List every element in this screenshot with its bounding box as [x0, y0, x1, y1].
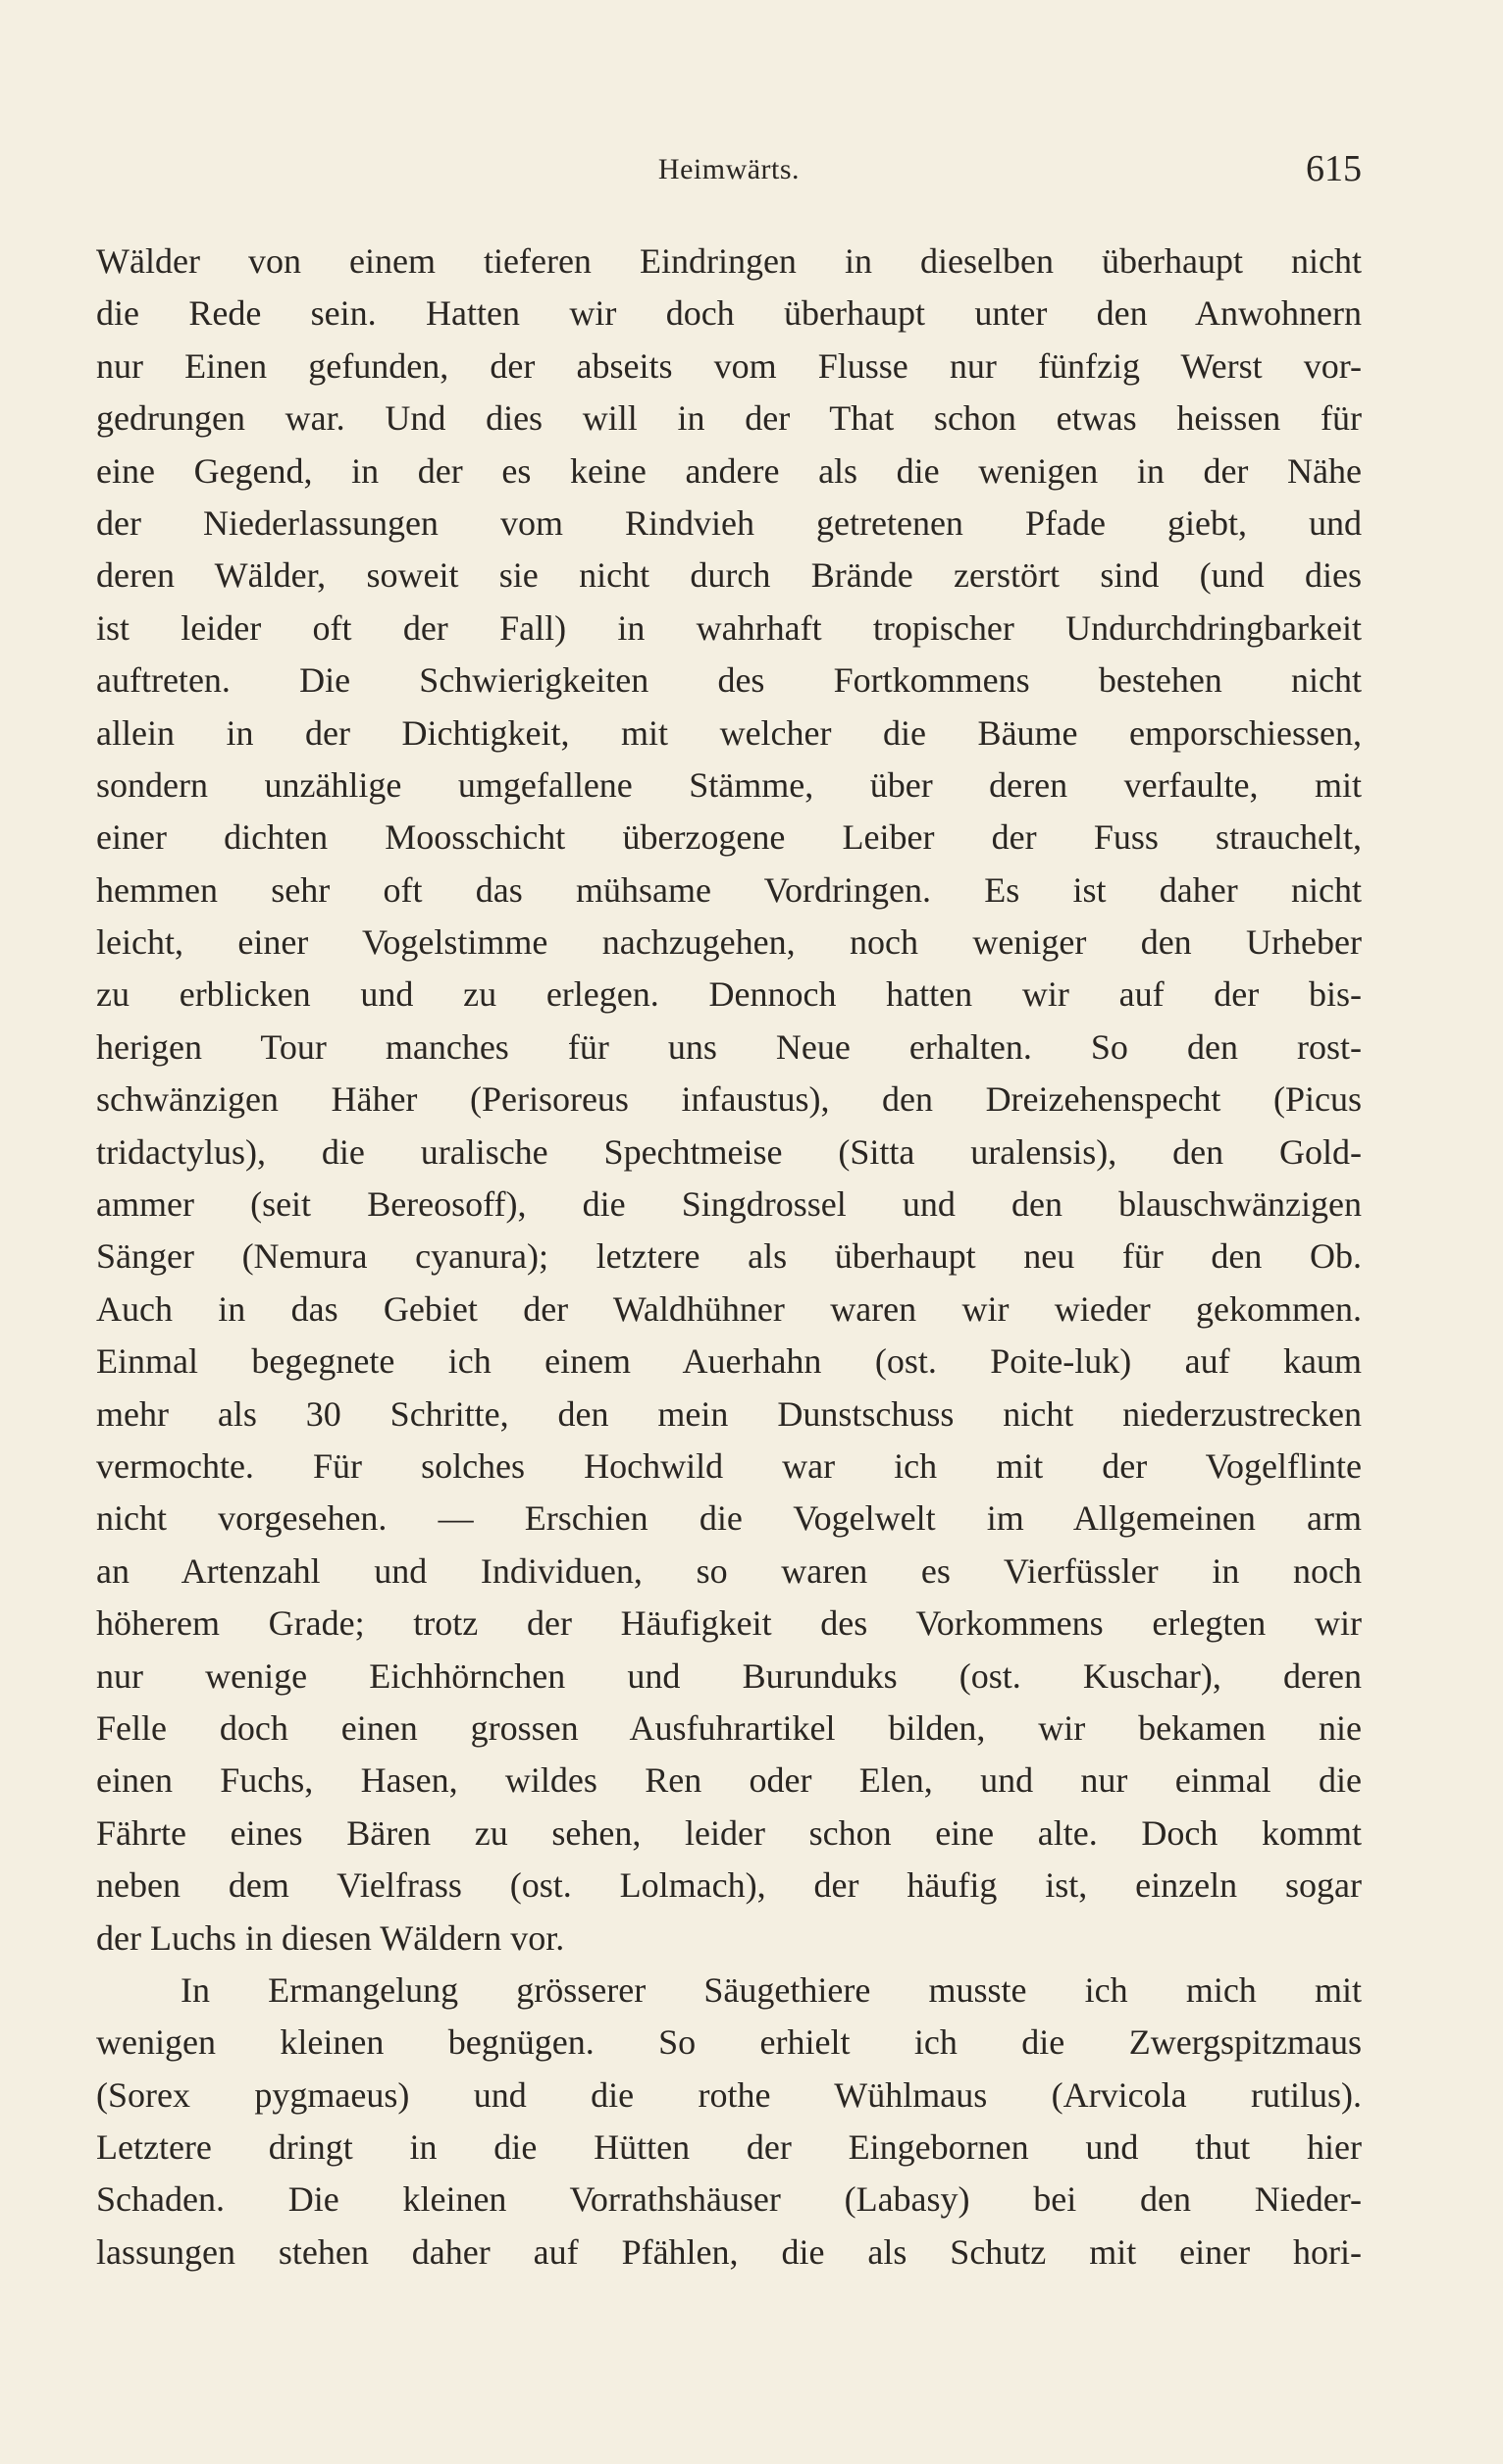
text-line: vermochte. Für solches Hochwild war ich mit der Vogelflinte [96, 1445, 1362, 1486]
text-line: allein in der Dichtigkeit, mit welcher die Bäume emporschiessen, [96, 712, 1362, 753]
text-line: neben dem Vielfrass (ost. Lolmach), der häufig ist, einzeln sogar [96, 1865, 1362, 1906]
text-line: deren Wälder, soweit sie nicht durch Brände zerstört sind (und dies [96, 555, 1362, 596]
text-line: schwänzigen Häher (Perisoreus infaustus), den Dreizehenspecht (Picus [96, 1079, 1362, 1120]
text-line: Wälder von einem tieferen Eindringen in dieselben überhaupt nicht [96, 241, 1362, 281]
text-line-paragraph-start: In Ermangelung grösserer Säugethiere musste ich mich mit [181, 1969, 1362, 2010]
text-line: leicht, einer Vogelstimme nachzugehen, noch weniger den Urheber [96, 922, 1362, 963]
text-line: mehr als 30 Schritte, den mein Dunstschuss nicht niederzustrecken [96, 1393, 1362, 1434]
text-line: die Rede sein. Hatten wir doch überhaupt unter den Anwohnern [96, 293, 1362, 334]
text-line: sondern unzählige umgefallene Stämme, über deren verfaulte, mit [96, 764, 1362, 805]
page-number: 615 [1306, 148, 1362, 189]
text-line: Letztere dringt in die Hütten der Eingebornen und thut hier [96, 2127, 1362, 2168]
text-line: an Artenzahl und Individuen, so waren es Vierfüssler in noch [96, 1550, 1362, 1591]
text-line: einer dichten Moosschicht überzogene Leiber der Fuss strauchelt, [96, 817, 1362, 858]
text-line: Felle doch einen grossen Ausfuhrartikel bilden, wir bekamen nie [96, 1707, 1362, 1748]
text-line: Schaden. Die kleinen Vorrathshäuser (Labasy) bei den Nieder- [96, 2179, 1362, 2220]
text-line: auftreten. Die Schwierigkeiten des Fortkommens bestehen nicht [96, 660, 1362, 701]
text-line: zu erblicken und zu erlegen. Dennoch hatten wir auf der bis- [96, 974, 1362, 1015]
text-line: lassungen stehen daher auf Pfählen, die als Schutz mit einer hori- [96, 2231, 1362, 2272]
text-line: höherem Grade; trotz der Häufigkeit des Vorkommens erlegten wir [96, 1603, 1362, 1644]
text-line: einen Fuchs, Hasen, wildes Ren oder Elen, und nur einmal die [96, 1760, 1362, 1801]
text-line: ist leider oft der Fall) in wahrhaft tropischer Undurchdringbarkeit [96, 607, 1362, 648]
text-line: eine Gegend, in der es keine andere als die wenigen in der Nähe [96, 450, 1362, 491]
text-line: Sänger (Nemura cyanura); letztere als überhaupt neu für den Ob. [96, 1236, 1362, 1277]
text-line: nur Einen gefunden, der abseits vom Flusse nur fünfzig Werst vor- [96, 345, 1362, 386]
text-line: hemmen sehr oft das mühsame Vordringen. Es ist daher nicht [96, 869, 1362, 910]
running-title: Heimwärts. [657, 153, 801, 185]
text-line: gedrungen war. Und dies will in der That schon etwas heissen für [96, 398, 1362, 439]
text-line: herigen Tour manches für uns Neue erhalten. So den rost- [96, 1026, 1362, 1067]
text-line: nicht vorgesehen. — Erschien die Vogelwelt im Allgemeinen arm [96, 1498, 1362, 1539]
text-line: der Niederlassungen vom Rindvieh getretenen Pfade giebt, und [96, 502, 1362, 543]
text-line: ammer (seit Bereosoff), die Singdrossel und den blauschwänzigen [96, 1184, 1362, 1225]
text-line: Auch in das Gebiet der Waldhühner waren wir wieder gekommen. [96, 1288, 1362, 1329]
text-line: tridactylus), die uralische Spechtmeise (Sitta uralensis), den Gold- [96, 1131, 1362, 1172]
text-line: Einmal begegnete ich einem Auerhahn (ost. Poite-luk) auf kaum [96, 1341, 1362, 1382]
running-head [96, 145, 1362, 204]
text-line: Fährte eines Bären zu sehen, leider schon eine alte. Doch kommt [96, 1812, 1362, 1853]
text-line: nur wenige Eichhörnchen und Burunduks (ost. Kuschar), deren [96, 1655, 1362, 1696]
text-line: (Sorex pygmaeus) und die rothe Wühlmaus (Arvicola rutilus). [96, 2074, 1362, 2115]
text-line: wenigen kleinen begnügen. So erhielt ich die Zwergspitzmaus [96, 2022, 1362, 2063]
text-line-paragraph-end: der Luchs in diesen Wäldern vor. [96, 1917, 565, 1958]
body-text [96, 236, 1362, 2279]
